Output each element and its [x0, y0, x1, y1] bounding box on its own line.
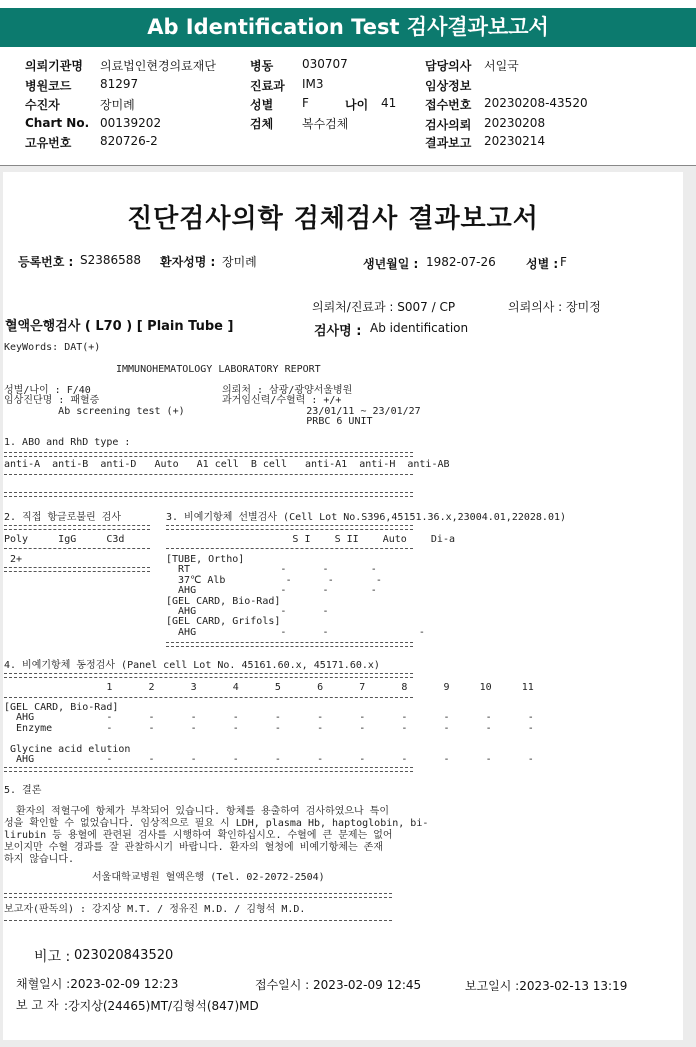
- header-label: 진료과: [250, 79, 285, 93]
- header-value: 장미례: [100, 98, 135, 112]
- header-label: 성별: [250, 98, 274, 112]
- dob: 1982-07-26: [426, 255, 496, 269]
- header-value: 20230208-43520: [484, 96, 588, 110]
- rule: [166, 642, 413, 647]
- header-label: 접수번호: [425, 98, 472, 112]
- section-1-title: 1. ABO and RhD type :: [4, 437, 131, 448]
- header-value: IM3: [302, 77, 324, 91]
- abo-header: anti-A anti-B anti-D Auto A1 cell B cell anti-A1 anti-H anti-AB: [4, 459, 450, 470]
- rule: [4, 697, 413, 698]
- test-name-label: 검사명 :: [314, 324, 362, 339]
- screening-header: S I S II Auto Di-a: [166, 534, 455, 545]
- rule: [4, 548, 150, 549]
- report-banner: Ab Identification Test 검사결과보고서: [0, 8, 696, 47]
- header-label: 검사의뢰: [425, 118, 472, 132]
- header-value: 의료법인현경의료재단: [100, 59, 216, 73]
- patient-info-right: 의뢰처 : 삼광/광양서울병원 과거임신력/수혈력 : +/+ 23/01/11 ~ 23/01/27 PRBC 6 UNIT: [222, 385, 421, 428]
- patient-name-label: 환자성명 :: [160, 255, 216, 269]
- header-label: 결과보고: [425, 136, 472, 150]
- rule: [4, 452, 413, 457]
- age-value: 41: [381, 96, 397, 110]
- sex-label: 성별 :: [526, 257, 559, 271]
- header-value: 20230214: [484, 134, 546, 148]
- header-label: 임상정보: [425, 79, 472, 93]
- screening-results: [TUBE, Ortho] RT - - - 37℃ Alb - - - AHG - - - [GEL CARD, Bio-Rad] AHG - - [GEL CARD, Grifols] AHG - - -: [166, 554, 425, 638]
- header-value: 030707: [302, 57, 348, 71]
- report-title: 진단검사의학 검체검사 결과보고서: [127, 204, 539, 234]
- section-2-title: 2. 직접 항글로불린 검사: [4, 512, 122, 523]
- header-value: 서일국: [484, 59, 519, 73]
- sex: F: [560, 255, 567, 269]
- header-value: F: [302, 96, 309, 110]
- dat-header: Poly IgG C3d: [4, 534, 125, 545]
- collected-time: 채혈일시 :2023-02-09 12:23: [16, 977, 179, 991]
- header-value: 복수검체: [302, 117, 349, 131]
- header-label: 고유번호: [25, 136, 72, 150]
- header-label: Chart No.: [25, 116, 90, 130]
- rule: [4, 474, 413, 475]
- header-label: 검체: [250, 117, 274, 131]
- header-value: 81297: [100, 77, 139, 91]
- header-value: 20230208: [484, 116, 546, 130]
- section-4-title: 4. 비예기항체 동정검사 (Panel cell Lot No. 45161.60.x, 45171.60.x): [4, 660, 380, 671]
- patient-info-left: 성별/나이 : F/40 임상진단명 : 패혈증 Ab screening test (+): [4, 385, 185, 417]
- rule: [166, 525, 413, 530]
- reported-time: 보고일시 :2023-02-13 13:19: [465, 979, 628, 993]
- reg-no: S2386588: [80, 253, 142, 267]
- rule: [4, 525, 150, 530]
- header-label: 의뢰기관명: [25, 59, 83, 73]
- conclusion: 환자의 적혈구에 항체가 부착되어 있습니다. 항체를 용출하여 검사하였으나 특이 성을 확인할 수 없었습니다. 임상적으로 필요 시 LDH, plasma Hb, haptoglobin, bi- lirubin 등 용혈에 관련된 검사를 시행하여 확인하십시오. 수혈에 큰 문제는 없어 보이지만 수혈 경과를 잘 관찰하시기 바랍니다. 환자의 혈청에 비예기항체는 존재 하지 않습니다.: [4, 806, 429, 865]
- requesting-doctor: 의뢰의사 : 장미정: [508, 300, 601, 314]
- rule: [4, 767, 413, 772]
- rule: [4, 897, 392, 898]
- header-label: 수진자: [25, 98, 60, 112]
- rule: [4, 893, 392, 894]
- reporter-value: :강지상(24465)MT/김형석(847)MD: [64, 999, 259, 1013]
- patient-name: 장미례: [222, 255, 257, 269]
- header-label: 병동: [250, 59, 274, 73]
- rule: [4, 492, 413, 497]
- lab-report-title: IMMUNOHEMATOLOGY LABORATORY REPORT: [116, 364, 321, 375]
- section-5-title: 5. 결론: [4, 785, 42, 796]
- reporter-label: 보 고 자: [16, 998, 59, 1012]
- age-label: 나이: [345, 98, 369, 112]
- received-time: 접수일시 : 2023-02-09 12:45: [255, 978, 422, 992]
- panel-results: [GEL CARD, Bio-Rad] AHG - - - - - - - - - - - Enzyme - - - - - - - - - - - Glycine acid elution AHG - - - - - - - - - - -: [4, 702, 534, 766]
- hospital-line: 서울대학교병원 혈액은행 (Tel. 02-2072-2504): [92, 872, 325, 883]
- requester: 의뢰처/진료과 : S007 / CP: [312, 300, 456, 314]
- memo-label: 비고 :: [34, 949, 71, 965]
- reg-label: 등록번호 :: [18, 255, 74, 269]
- header-label: 병원코드: [25, 79, 72, 93]
- keywords: KeyWords: DAT(+): [4, 342, 101, 353]
- rule: [4, 673, 413, 678]
- header-value: 820726-2: [100, 134, 158, 148]
- dat-value: 2+: [4, 554, 23, 565]
- panel-header: 1 2 3 4 5 6 7 8 9 10 11: [4, 682, 534, 693]
- header-label: 담당의사: [425, 59, 472, 73]
- memo-value: 023020843520: [74, 948, 174, 963]
- rule: [4, 567, 150, 572]
- dob-label: 생년월일 :: [363, 257, 419, 271]
- reporter-line: 보고자(판독의) : 강지상 M.T. / 정유진 M.D. / 김형석 M.D.: [4, 904, 306, 915]
- rule: [4, 920, 392, 921]
- rule: [166, 548, 413, 549]
- section-title: 혈액은행검사 ( L70 ) [ Plain Tube ]: [5, 319, 234, 334]
- test-name: Ab identification: [370, 321, 469, 335]
- section-3-title: 3. 비예기항체 선별검사 (Cell Lot No.S396,45151.36.x,23004.01,22028.01): [166, 512, 567, 523]
- header-value: 00139202: [100, 116, 162, 130]
